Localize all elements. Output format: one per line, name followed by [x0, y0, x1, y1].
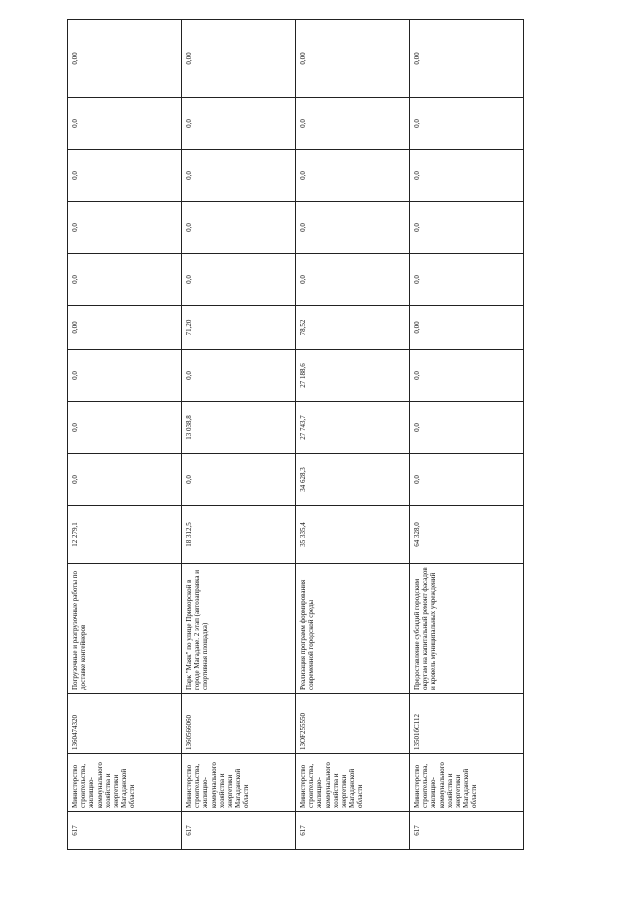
agency-name-cell: Министерство строительства, жилищно-коммунального хозяйства и энергетики Магаданской области — [182, 754, 296, 812]
value-cell: 0,0 — [296, 150, 410, 202]
percent-cell: 0,00 — [182, 20, 296, 98]
agency-name-cell: Министерство строительства, жилищно-коммунального хозяйства и энергетики Магаданской области — [68, 754, 182, 812]
percent-cell: 0,00 — [68, 20, 182, 98]
percent-cell: 0,00 — [410, 20, 524, 98]
value-cell: 0,0 — [296, 202, 410, 254]
rotated-table-wrapper — [67, 52, 523, 850]
value-cell: 13 038,8 — [182, 402, 296, 454]
value-cell: 27 188,6 — [296, 350, 410, 402]
value-cell: 0,0 — [296, 98, 410, 150]
target-article-cell: 1360474320 — [68, 694, 182, 754]
value-cell: 0,0 — [410, 350, 524, 402]
value-cell: 64 328,0 — [410, 506, 524, 564]
agency-name-cell: Министерство строительства, жилищно-коммунального хозяйства и энергетики Магаданской области — [410, 754, 524, 812]
value-cell: 12 279,1 — [68, 506, 182, 564]
agency-code-cell: 617 — [410, 812, 524, 850]
value-cell: 0,0 — [68, 98, 182, 150]
percent-cell: 78,52 — [296, 306, 410, 350]
value-cell: 0,0 — [410, 254, 524, 306]
value-cell: 35 335,4 — [296, 506, 410, 564]
value-cell: 0,0 — [296, 254, 410, 306]
value-cell: 34 628,3 — [296, 454, 410, 506]
table-row — [182, 20, 296, 850]
percent-cell: 71,20 — [182, 306, 296, 350]
budget-table — [67, 19, 524, 850]
value-cell: 0,0 — [410, 98, 524, 150]
percent-cell: 0,00 — [410, 306, 524, 350]
value-cell: 0,0 — [182, 98, 296, 150]
value-cell: 0,0 — [68, 350, 182, 402]
table-row — [410, 20, 524, 850]
value-cell: 0,0 — [410, 150, 524, 202]
value-cell: 18 312,5 — [182, 506, 296, 564]
value-cell: 0,0 — [182, 454, 296, 506]
agency-code-cell: 617 — [296, 812, 410, 850]
agency-name-cell: Министерство строительства, жилищно-коммунального хозяйства и энергетики Магаданской области — [296, 754, 410, 812]
agency-code-cell: 617 — [182, 812, 296, 850]
table-row — [68, 20, 182, 850]
value-cell: 0,0 — [68, 150, 182, 202]
percent-cell: 0,00 — [296, 20, 410, 98]
activity-name-cell: Погрузочные и разгрузочные работы по доставке контейнеров — [68, 564, 182, 694]
value-cell: 0,0 — [182, 254, 296, 306]
value-cell: 0,0 — [410, 202, 524, 254]
agency-code-cell: 617 — [68, 812, 182, 850]
value-cell: 0,0 — [410, 402, 524, 454]
value-cell: 0,0 — [68, 454, 182, 506]
activity-name-cell: Реализация программ формирования современной городской среды — [296, 564, 410, 694]
value-cell: 0,0 — [182, 150, 296, 202]
activity-name-cell: Предоставление субсидий городским округам на капитальный ремонт фасадов и кровель муниципальных учреждений — [410, 564, 524, 694]
target-article-cell: 13ОF255550 — [296, 694, 410, 754]
target-article-cell: 13501бС112 — [410, 694, 524, 754]
value-cell: 0,0 — [410, 454, 524, 506]
value-cell: 0,0 — [68, 402, 182, 454]
table-row — [296, 20, 410, 850]
value-cell: 0,0 — [68, 254, 182, 306]
target-article-cell: 1360566060 — [182, 694, 296, 754]
value-cell: 0,0 — [68, 202, 182, 254]
percent-cell: 0,00 — [68, 306, 182, 350]
value-cell: 27 743,7 — [296, 402, 410, 454]
value-cell: 0,0 — [182, 350, 296, 402]
value-cell: 0,0 — [182, 202, 296, 254]
activity-name-cell: Парк "Маяк" по улице Приморской в городе Магадане. 2 этап (автозаправка и спортивная площадка) — [182, 564, 296, 694]
